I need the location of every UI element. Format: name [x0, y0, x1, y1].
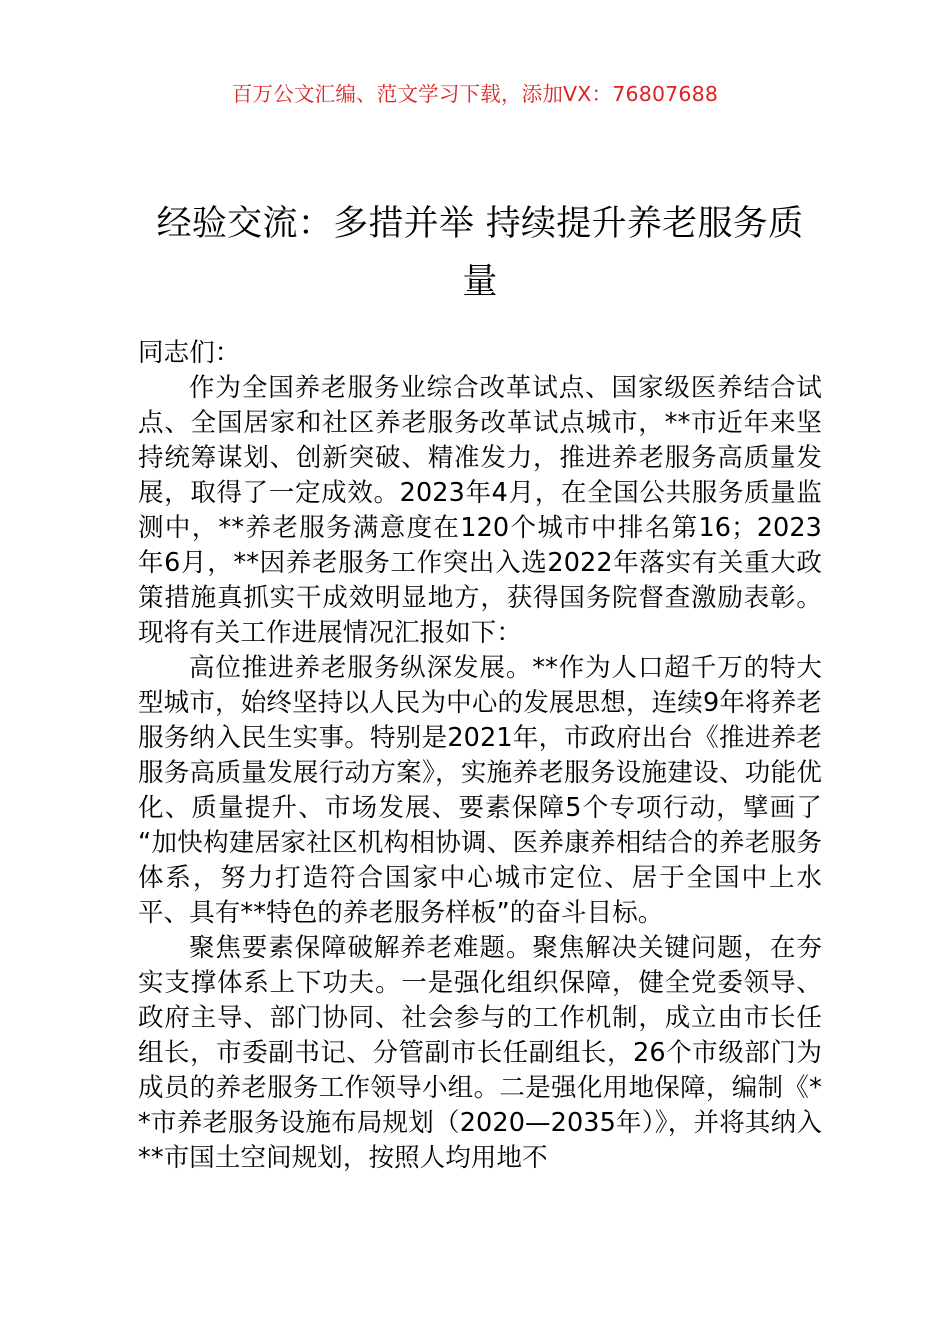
body-paragraph-2: 高位推进养老服务纵深发展。**作为人口超千万的特大型城市，始终坚持以人民为中心的发展思想，连续9年将养老服务纳入民生实事。特别是2021年，市政府出台《推进养老服务高质量发展行动方案》，实施养老服务设施建设、功能优化、质量提升、市场发展、要素保障5个专项行动，擘画了“加快构建居家社区机构相协调、医养康养相结合的养老服务体系，努力打造符合国家中心城市定位、居于全国中上水平、具有**特色的养老服务样板”的奋斗目标。 — [138, 653, 822, 928]
promo-banner — [0, 80, 950, 108]
salutation-line: 同志们： — [138, 338, 241, 368]
promo-text: 百万公文汇编、范文学习下载，添加VX：76807688 — [231, 82, 719, 106]
document-body — [138, 336, 822, 1176]
page-title: 经验交流：多措并举 持续提升养老服务质量 — [156, 204, 804, 303]
body-paragraph-1: 作为全国养老服务业综合改革试点、国家级医养结合试点、全国居家和社区养老服务改革试点城市，**市近年来坚持统筹谋划、创新突破、精准发力，推进养老服务高质量发展，取得了一定成效。2023年4月，在全国公共服务质量监测中，**养老服务满意度在120个城市中排名第16；2023年6月，**因养老服务工作突出入选2022年落实有关重大政策措施真抓实干成效明显地方，获得国务院督查激励表彰。现将有关工作进展情况汇报如下： — [138, 373, 822, 648]
body-paragraph-3: 聚焦要素保障破解养老难题。聚焦解决关键问题，在夯实支撑体系上下功夫。一是强化组织保障，健全党委领导、政府主导、部门协同、社会参与的工作机制，成立由市长任组长，市委副书记、分管副市长任副组长，26个市级部门为成员的养老服务工作领导小组。二是强化用地保障，编制《**市养老服务设施布局规划（2020—2035年）》，并将其纳入**市国土空间规划，按照人均用地不 — [138, 933, 822, 1173]
